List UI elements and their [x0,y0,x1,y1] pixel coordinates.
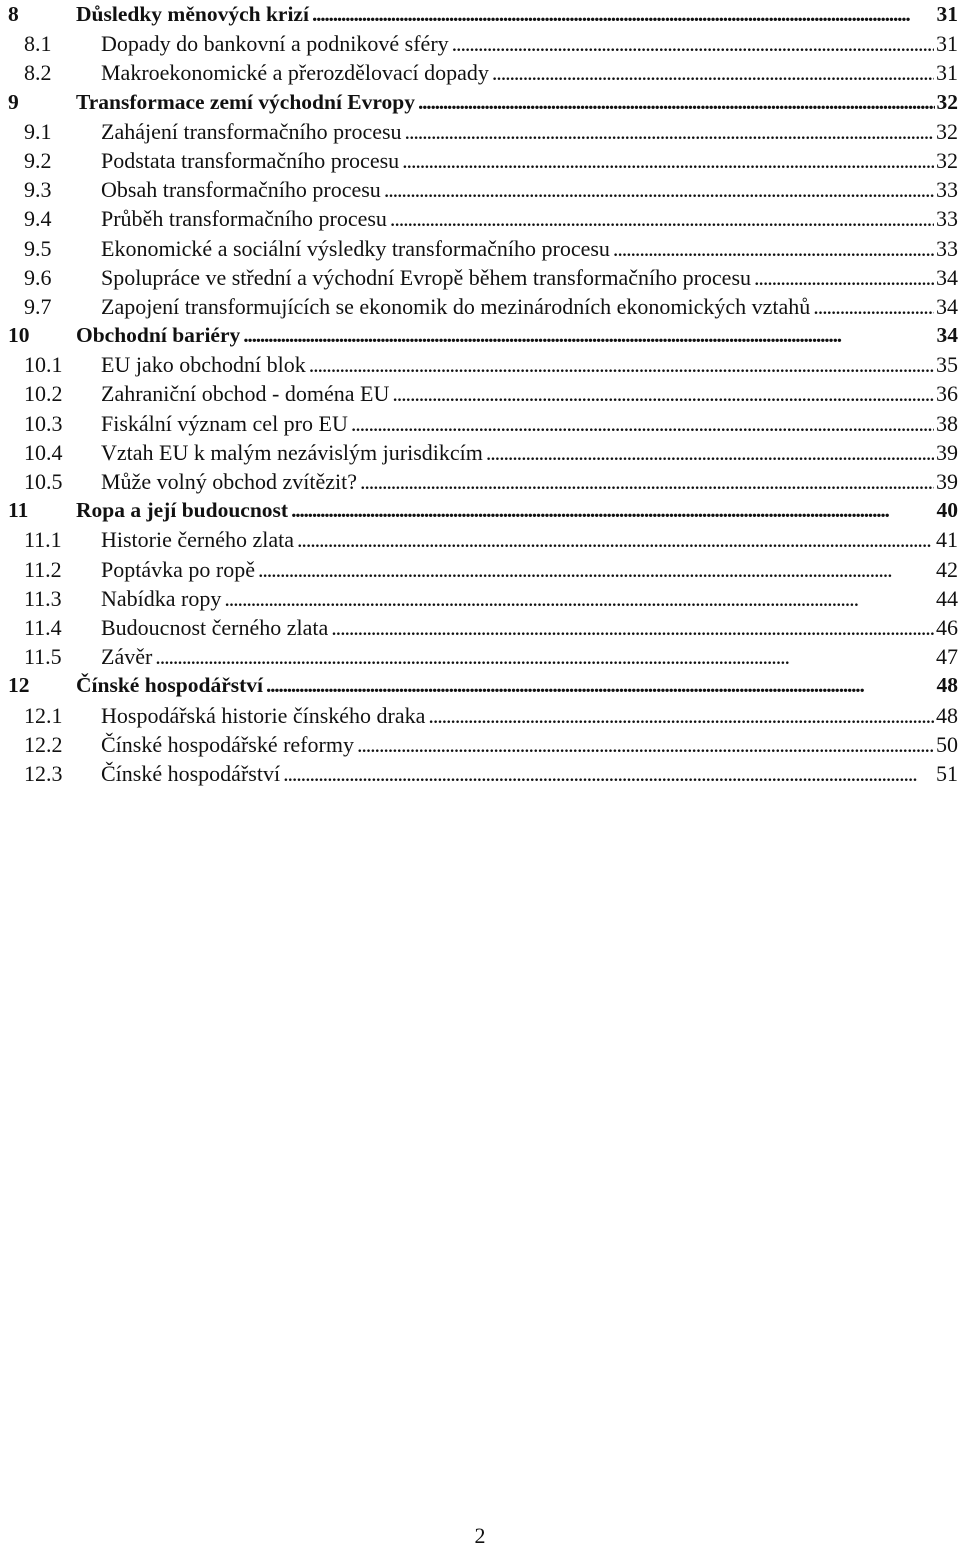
toc-entry[interactable] [8,292,960,321]
toc-entry-title: Čínské hospodářské reformy [101,730,355,759]
toc-entry-title: Poptávka po ropě [101,555,256,584]
toc-entry[interactable] [8,263,960,292]
toc-entry-page: 32 [936,118,958,144]
toc-entry-title: Fiskální význam cel pro EU [101,409,349,438]
toc-entry-number: 10.1 [24,352,63,378]
toc-leader-dots [360,467,934,496]
toc-entry-page: 32 [936,147,958,173]
toc-entry-title: Závěr [101,642,153,671]
page-number: 2 [474,1523,486,1548]
toc-entry[interactable] [8,350,960,379]
toc-entry[interactable] [8,555,960,584]
toc-entry-number: 9 [8,89,19,114]
toc-entry-number: 11.2 [24,556,62,582]
toc-entry-number: 10.3 [24,410,63,436]
toc-leader-dots [351,409,934,438]
toc-entry-number: 12.1 [24,702,63,728]
toc-entry[interactable] [8,496,960,525]
toc-leader-dots [486,438,934,467]
toc-entry[interactable] [8,117,960,146]
toc-leader-dots [392,379,934,408]
toc-entry-number: 8 [8,2,19,26]
toc-entry-title: Ropa a její budoucnost [76,496,289,525]
toc-leader-dots [813,292,934,321]
toc-leader-dots [312,0,935,29]
toc-entry-title: Podstata transformačního procesu [101,146,400,175]
toc-entry-title: Makroekonomické a přerozdělovací dopady [101,58,490,87]
toc-entry-title: Čínské hospodářství [76,671,264,700]
toc-entry-title: Zapojení transformujících se ekonomik do mezinárodních ekonomických vztahů [101,292,811,321]
toc-entry-number: 9.2 [24,147,52,173]
toc-entry-page: 48 [936,702,958,728]
toc-entry-number: 12.3 [24,760,63,786]
toc-entry-title: Historie černého zlata [101,525,295,554]
toc-entry-number: 11.4 [24,614,62,640]
toc-entry-title: Důsledky měnových krizí [76,0,310,29]
toc-entry-number: 8.2 [24,60,52,86]
toc-leader-dots [309,350,934,379]
toc-entry-number: 12 [8,673,30,698]
toc-leader-dots [492,58,934,87]
toc-entry-page: 33 [936,235,958,261]
toc-leader-dots [297,525,934,554]
toc-entry-title: EU jako obchodní blok [101,350,307,379]
toc-entry-number: 10.5 [24,469,63,494]
toc-entry-title: Průběh transformačního procesu [101,204,388,233]
toc-entry-title: Obsah transformačního procesu [101,175,382,204]
toc-entry[interactable] [8,438,960,467]
toc-entry[interactable] [8,146,960,175]
toc-leader-dots [155,642,934,671]
toc-entry-title: Vztah EU k malým nezávislým jurisdikcím [101,438,484,467]
toc-entry-page: 48 [936,673,958,698]
table-of-contents [8,0,960,788]
toc-entry-page: 41 [936,527,958,553]
toc-leader-dots [266,671,935,700]
toc-entry-number: 12.2 [24,731,63,757]
toc-entry-page: 39 [936,469,958,494]
toc-leader-dots [291,496,934,525]
toc-entry-number: 10.2 [24,381,63,407]
toc-entry-page: 38 [936,410,958,436]
toc-entry[interactable] [8,584,960,613]
toc-entry-title: Obchodní bariéry [76,321,241,350]
toc-leader-dots [243,321,934,350]
toc-entry-page: 31 [936,60,958,86]
toc-entry[interactable] [8,234,960,263]
toc-entry-title: Budoucnost černého zlata [101,613,329,642]
toc-entry-number: 9.7 [24,293,52,319]
toc-leader-dots [418,88,935,117]
toc-leader-dots [283,759,934,788]
toc-entry[interactable] [8,759,960,788]
toc-entry-page: 33 [936,177,958,203]
toc-leader-dots [452,29,934,58]
toc-entry-number: 11 [8,498,29,523]
toc-entry-number: 11.1 [24,527,62,553]
toc-entry-title: Hospodářská historie čínského draka [101,701,426,730]
toc-entry-page: 40 [936,498,958,523]
toc-entry-title: Spolupráce ve střední a východní Evropě během transformačního procesu [101,263,752,292]
toc-entry-page: 51 [936,760,958,786]
toc-entry-title: Dopady do bankovní a podnikové sféry [101,29,450,58]
toc-entry-page: 50 [936,731,958,757]
toc-entry[interactable] [8,321,960,350]
toc-entry[interactable] [8,29,960,58]
toc-leader-dots [754,263,934,292]
toc-entry-page: 31 [936,2,958,26]
toc-entry-page: 44 [936,585,958,611]
toc-entry-page: 35 [936,352,958,378]
toc-entry[interactable] [8,175,960,204]
toc-leader-dots [390,204,934,233]
toc-entry-page: 42 [936,556,958,582]
toc-entry[interactable] [8,88,960,117]
toc-entry-title: Transformace zemí východní Evropy [76,88,416,117]
toc-leader-dots [613,234,934,263]
toc-entry-title: Zahraniční obchod - doména EU [101,379,390,408]
toc-entry-page: 34 [936,323,958,348]
toc-entry-page: 46 [936,614,958,640]
toc-entry[interactable] [8,409,960,438]
toc-entry-number: 11.3 [24,585,62,611]
toc-entry-number: 9.1 [24,118,52,144]
toc-entry-page: 34 [936,293,958,319]
toc-entry-title: Ekonomické a sociální výsledky transformačního procesu [101,234,611,263]
toc-leader-dots [258,555,934,584]
toc-entry-number: 11.5 [24,644,62,670]
toc-entry-page: 39 [936,439,958,465]
toc-leader-dots [405,117,934,146]
toc-entry-page: 33 [936,206,958,232]
toc-entry-number: 10.4 [24,439,63,465]
toc-entry[interactable] [8,467,960,496]
toc-entry-number: 10 [8,323,30,348]
toc-leader-dots [357,730,934,759]
toc-entry-title: Může volný obchod zvítězit? [101,467,358,496]
toc-entry[interactable] [8,58,960,87]
toc-entry-page: 34 [936,264,958,290]
toc-entry-number: 9.5 [24,235,52,261]
toc-entry-title: Nabídka ropy [101,584,222,613]
toc-entry[interactable] [8,379,960,408]
toc-entry-title: Čínské hospodářství [101,759,281,788]
toc-entry[interactable] [8,642,960,671]
toc-entry[interactable] [8,613,960,642]
toc-entry[interactable] [8,0,960,29]
toc-entry[interactable] [8,525,960,554]
toc-leader-dots [331,613,934,642]
toc-entry-number: 9.4 [24,206,52,232]
toc-entry-page: 31 [936,31,958,57]
toc-entry-number: 9.3 [24,177,52,203]
toc-entry[interactable] [8,701,960,730]
toc-leader-dots [402,146,934,175]
toc-entry-page: 47 [936,644,958,670]
toc-entry-number: 9.6 [24,264,52,290]
toc-entry-number: 8.1 [24,31,52,57]
toc-entry-title: Zahájení transformačního procesu [101,117,403,146]
toc-entry-page: 36 [936,381,958,407]
toc-entry[interactable] [8,671,960,700]
toc-leader-dots [224,584,934,613]
toc-entry-page: 32 [936,89,958,114]
toc-entry[interactable] [8,204,960,233]
toc-leader-dots [384,175,934,204]
toc-entry[interactable] [8,730,960,759]
toc-leader-dots [428,701,934,730]
